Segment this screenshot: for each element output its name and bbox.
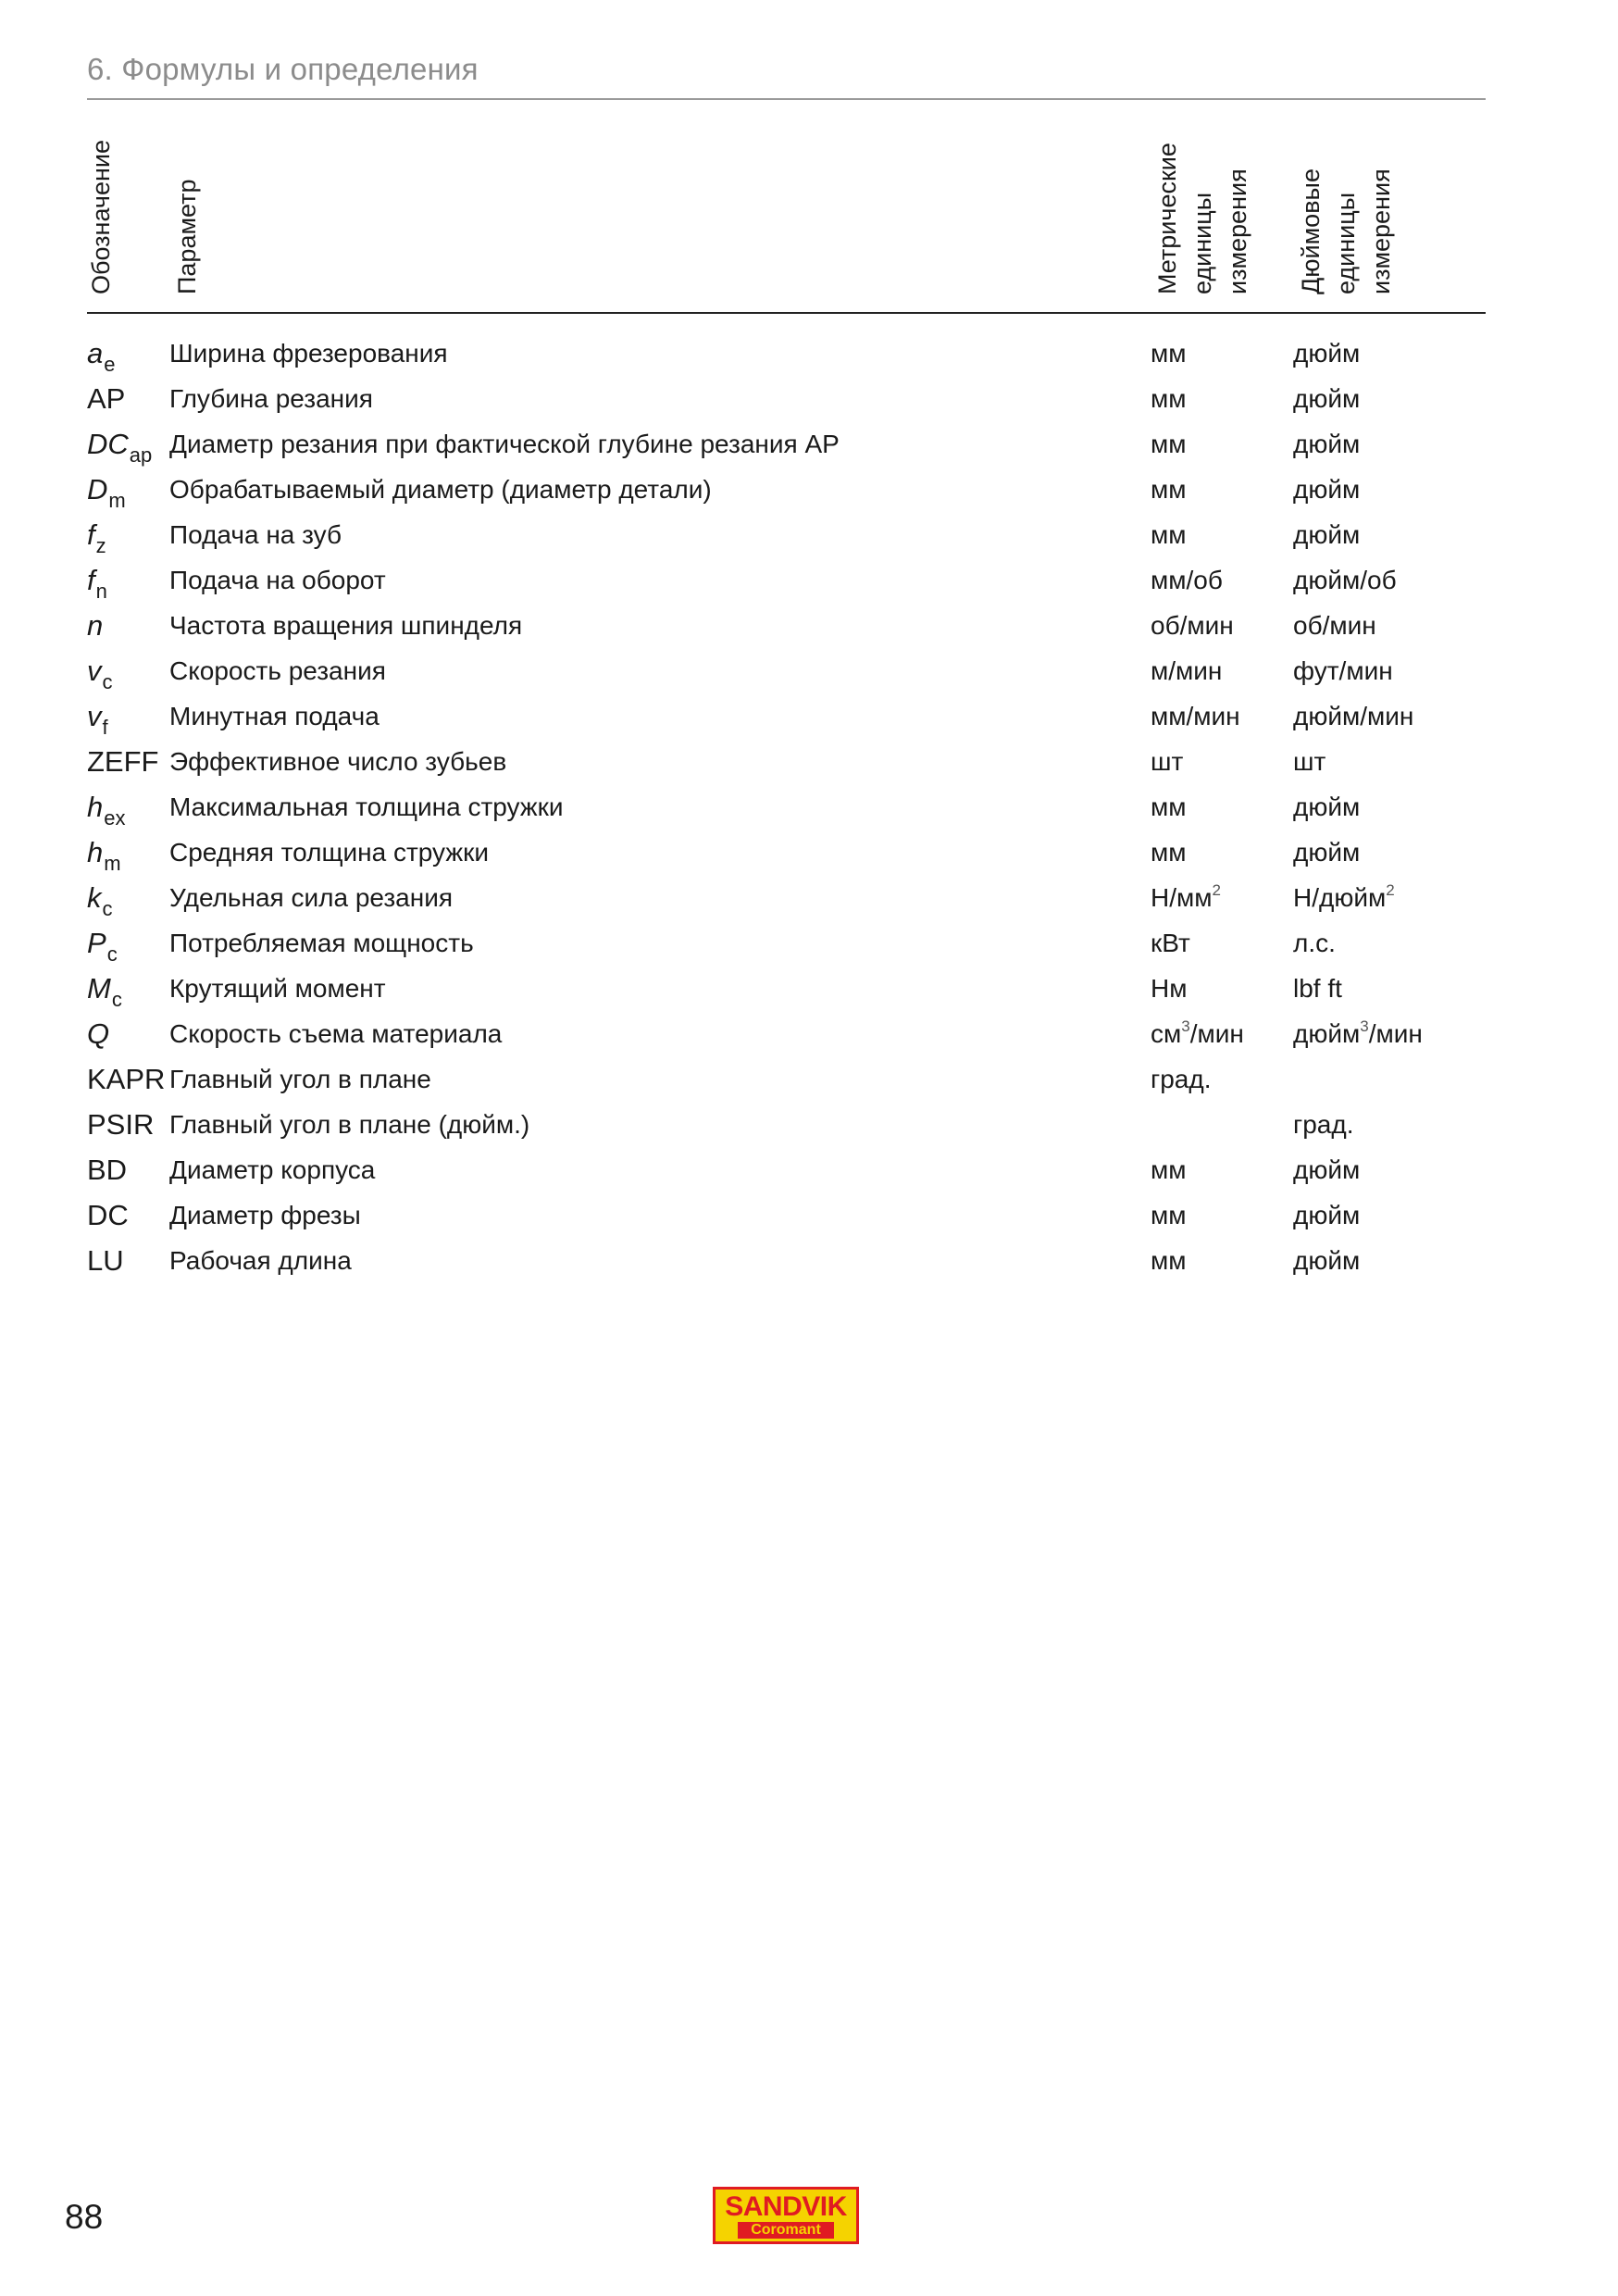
page-number: 88 bbox=[65, 2198, 104, 2236]
metric-unit-cell bbox=[1151, 698, 1240, 735]
symbol-cell bbox=[87, 743, 159, 780]
symbol-text: PSIR bbox=[87, 1108, 155, 1141]
table-row bbox=[0, 743, 1618, 789]
metric-unit-cell bbox=[1151, 1016, 1244, 1056]
table-row bbox=[0, 1197, 1618, 1242]
parameter-cell: Диаметр резания при фактической глубине резания AP bbox=[169, 430, 840, 458]
symbol-cell bbox=[87, 471, 126, 511]
parameter-cell: Ширина фрезерования bbox=[169, 339, 448, 368]
metric-unit-cell bbox=[1151, 1061, 1211, 1098]
symbol-text: k bbox=[87, 881, 102, 914]
symbol-cell bbox=[87, 381, 125, 418]
symbol-text: f bbox=[87, 564, 95, 596]
parameter-cell: Потребляемая мощность bbox=[169, 929, 474, 957]
unit-text: дюйм bbox=[1293, 1246, 1361, 1275]
unit-text: дюйм bbox=[1293, 1019, 1361, 1048]
column-header-symbol-text: Обозначение bbox=[87, 140, 115, 294]
metric-unit-cell bbox=[1151, 925, 1190, 962]
symbol-text: DC bbox=[87, 1199, 129, 1231]
definitions-table bbox=[0, 335, 1618, 1288]
inch-unit-cell bbox=[1293, 1197, 1360, 1234]
parameter-cell: Подача на оборот bbox=[169, 566, 386, 594]
column-header-parameter-text: Параметр bbox=[173, 179, 201, 294]
column-header-metric-line: измерения bbox=[1224, 168, 1251, 294]
unit-text: фут/мин bbox=[1293, 656, 1393, 685]
unit-text: дюйм bbox=[1293, 838, 1361, 867]
parameter-cell: Скорость съема материала bbox=[169, 1019, 503, 1048]
table-row bbox=[0, 517, 1618, 562]
sandvik-coromant-logo bbox=[713, 2187, 859, 2244]
unit-exponent: 3 bbox=[1181, 1017, 1190, 1035]
section-title: 6. Формулы и определения bbox=[87, 52, 479, 86]
inch-unit-cell bbox=[1293, 381, 1360, 418]
symbol-subscript: ap bbox=[129, 443, 153, 467]
unit-text: мм bbox=[1151, 384, 1187, 413]
unit-text: дюйм bbox=[1293, 1201, 1361, 1229]
column-header-metric-line: единицы bbox=[1189, 192, 1216, 294]
metric-unit-cell bbox=[1151, 880, 1221, 920]
parameter-cell: Частота вращения шпинделя bbox=[169, 611, 523, 640]
parameter-cell: Максимальная толщина стружки bbox=[169, 792, 564, 821]
table-row bbox=[0, 834, 1618, 880]
inch-unit-cell bbox=[1293, 1106, 1353, 1143]
metric-unit-cell bbox=[1151, 653, 1222, 690]
unit-suffix: /мин bbox=[1189, 1019, 1244, 1048]
table-row bbox=[0, 607, 1618, 653]
symbol-cell bbox=[87, 880, 113, 919]
symbol-cell bbox=[87, 426, 152, 466]
table-row bbox=[0, 698, 1618, 743]
parameter-cell: Глубина резания bbox=[169, 384, 373, 413]
symbol-text: v bbox=[87, 700, 102, 732]
table-header-divider bbox=[87, 312, 1486, 314]
table-row bbox=[0, 789, 1618, 834]
parameter-cell: Удельная сила резания bbox=[169, 883, 454, 912]
inch-unit-cell bbox=[1293, 562, 1397, 599]
symbol-cell bbox=[87, 562, 107, 602]
unit-text: град. bbox=[1293, 1110, 1354, 1139]
unit-text: дюйм bbox=[1293, 475, 1361, 504]
unit-text: мм bbox=[1151, 1201, 1187, 1229]
unit-text: дюйм/об bbox=[1293, 566, 1397, 594]
logo-subtitle: Coromant bbox=[738, 2222, 834, 2239]
metric-unit-cell bbox=[1151, 1197, 1187, 1234]
parameter-cell: Диаметр корпуса bbox=[169, 1155, 376, 1184]
unit-text: кВт bbox=[1151, 929, 1190, 957]
metric-unit-cell bbox=[1151, 426, 1187, 463]
unit-text: об/мин bbox=[1293, 611, 1376, 640]
inch-unit-cell bbox=[1293, 653, 1393, 690]
unit-text: м/мин bbox=[1151, 656, 1223, 685]
table-row bbox=[0, 880, 1618, 925]
symbol-subscript: e bbox=[104, 353, 116, 376]
unit-text: см bbox=[1151, 1019, 1182, 1048]
symbol-subscript: m bbox=[108, 489, 126, 512]
column-header-inch-units bbox=[1293, 111, 1399, 294]
unit-text: Нм bbox=[1151, 974, 1188, 1003]
unit-text: мм bbox=[1151, 520, 1187, 549]
symbol-cell bbox=[87, 789, 126, 829]
table-row bbox=[0, 335, 1618, 381]
unit-text: об/мин bbox=[1151, 611, 1234, 640]
symbol-text: n bbox=[87, 609, 104, 642]
symbol-text: D bbox=[87, 473, 108, 505]
symbol-cell bbox=[87, 335, 116, 375]
inch-unit-cell bbox=[1293, 970, 1342, 1007]
symbol-cell bbox=[87, 607, 103, 644]
symbol-cell bbox=[87, 1152, 127, 1189]
metric-unit-cell bbox=[1151, 335, 1187, 372]
metric-unit-cell bbox=[1151, 1152, 1187, 1189]
table-row bbox=[0, 1152, 1618, 1197]
unit-text: дюйм bbox=[1293, 520, 1361, 549]
inch-unit-cell bbox=[1293, 925, 1336, 962]
column-header-inch-line: единицы bbox=[1332, 192, 1360, 294]
parameter-cell: Минутная подача bbox=[169, 702, 380, 730]
symbol-cell bbox=[87, 1106, 154, 1143]
logo-wordmark: SANDVIK bbox=[725, 2190, 847, 2222]
symbol-cell bbox=[87, 1016, 109, 1053]
symbol-text: BD bbox=[87, 1154, 128, 1186]
symbol-text: DC bbox=[87, 428, 129, 460]
unit-text: мм bbox=[1151, 1246, 1187, 1275]
unit-text: мм bbox=[1151, 339, 1187, 368]
inch-unit-cell bbox=[1293, 698, 1413, 735]
table-row bbox=[0, 1106, 1618, 1152]
unit-text: мм bbox=[1151, 1155, 1187, 1184]
metric-unit-cell bbox=[1151, 970, 1187, 1007]
table-row bbox=[0, 970, 1618, 1016]
unit-text: дюйм bbox=[1293, 339, 1361, 368]
table-row bbox=[0, 1016, 1618, 1061]
header-divider bbox=[87, 98, 1486, 100]
inch-unit-cell bbox=[1293, 1242, 1360, 1279]
symbol-cell bbox=[87, 834, 121, 874]
symbol-text: v bbox=[87, 655, 102, 687]
symbol-text: LU bbox=[87, 1244, 124, 1277]
symbol-cell bbox=[87, 1061, 165, 1098]
parameter-cell: Диаметр фрезы bbox=[169, 1201, 361, 1229]
symbol-text: KAPR bbox=[87, 1063, 166, 1095]
column-header-parameter bbox=[169, 111, 205, 294]
symbol-subscript: c bbox=[102, 897, 113, 920]
parameter-cell: Средняя толщина стружки bbox=[169, 838, 489, 867]
unit-text: дюйм bbox=[1293, 1155, 1361, 1184]
table-row bbox=[0, 381, 1618, 426]
unit-text: град. bbox=[1151, 1065, 1212, 1093]
table-row bbox=[0, 1061, 1618, 1106]
unit-text: мм bbox=[1151, 792, 1187, 821]
symbol-text: h bbox=[87, 791, 104, 823]
parameter-cell: Подача на зуб bbox=[169, 520, 342, 549]
metric-unit-cell bbox=[1151, 562, 1223, 599]
unit-text: мм bbox=[1151, 838, 1187, 867]
inch-unit-cell bbox=[1293, 743, 1326, 780]
symbol-subscript: ex bbox=[104, 806, 126, 830]
symbol-subscript: c bbox=[102, 670, 113, 693]
parameter-cell: Главный угол в плане bbox=[169, 1065, 431, 1093]
unit-text: дюйм bbox=[1293, 384, 1361, 413]
unit-text: мм bbox=[1151, 430, 1187, 458]
symbol-cell bbox=[87, 653, 113, 693]
metric-unit-cell bbox=[1151, 607, 1234, 644]
metric-unit-cell bbox=[1151, 1242, 1187, 1279]
symbol-text: M bbox=[87, 972, 111, 1004]
unit-exponent: 2 bbox=[1212, 881, 1221, 899]
column-header-metric-units bbox=[1150, 111, 1255, 294]
unit-exponent: 3 bbox=[1360, 1017, 1369, 1035]
table-row bbox=[0, 562, 1618, 607]
parameter-cell: Крутящий момент bbox=[169, 974, 386, 1003]
inch-unit-cell bbox=[1293, 1016, 1423, 1056]
unit-text: lbf ft bbox=[1293, 974, 1342, 1003]
metric-unit-cell bbox=[1151, 381, 1187, 418]
symbol-subscript: c bbox=[111, 988, 122, 1011]
symbol-text: Q bbox=[87, 1017, 110, 1050]
unit-exponent: 2 bbox=[1386, 881, 1395, 899]
unit-suffix: /мин bbox=[1368, 1019, 1423, 1048]
symbol-subscript: n bbox=[95, 580, 107, 603]
symbol-cell bbox=[87, 698, 108, 738]
symbol-subscript: m bbox=[104, 852, 121, 875]
inch-unit-cell bbox=[1293, 1152, 1360, 1189]
table-row bbox=[0, 426, 1618, 471]
parameter-cell: Обрабатываемый диаметр (диаметр детали) bbox=[169, 475, 712, 504]
inch-unit-cell bbox=[1293, 471, 1360, 508]
table-row bbox=[0, 653, 1618, 698]
metric-unit-cell bbox=[1151, 743, 1183, 780]
parameter-cell: Главный угол в плане (дюйм.) bbox=[169, 1110, 530, 1139]
symbol-subscript: f bbox=[102, 716, 108, 739]
inch-unit-cell bbox=[1293, 607, 1376, 644]
parameter-cell: Скорость резания bbox=[169, 656, 386, 685]
symbol-subscript: c bbox=[106, 942, 118, 966]
unit-text: дюйм/мин bbox=[1293, 702, 1414, 730]
unit-text: мм bbox=[1151, 475, 1187, 504]
inch-unit-cell bbox=[1293, 789, 1360, 826]
inch-unit-cell bbox=[1293, 335, 1360, 372]
inch-unit-cell bbox=[1293, 834, 1360, 871]
symbol-cell bbox=[87, 925, 118, 965]
symbol-subscript: z bbox=[95, 534, 106, 557]
symbol-text: h bbox=[87, 836, 104, 868]
unit-text: Н/дюйм bbox=[1293, 883, 1387, 912]
metric-unit-cell bbox=[1151, 834, 1187, 871]
unit-text: дюйм bbox=[1293, 430, 1361, 458]
symbol-text: ZEFF bbox=[87, 745, 159, 778]
unit-text: мм/мин bbox=[1151, 702, 1240, 730]
parameter-cell: Эффективное число зубьев bbox=[169, 747, 507, 776]
metric-unit-cell bbox=[1151, 517, 1187, 554]
unit-text: шт bbox=[1151, 747, 1184, 776]
symbol-text: a bbox=[87, 337, 104, 369]
symbol-text: AP bbox=[87, 382, 126, 415]
symbol-text: P bbox=[87, 927, 106, 959]
symbol-text: f bbox=[87, 518, 95, 551]
symbol-cell bbox=[87, 1197, 129, 1234]
table-row bbox=[0, 471, 1618, 517]
table-row bbox=[0, 925, 1618, 970]
column-header-symbol bbox=[83, 111, 118, 294]
column-header-inch-line: измерения bbox=[1367, 168, 1395, 294]
table-row bbox=[0, 1242, 1618, 1288]
symbol-cell bbox=[87, 1242, 124, 1279]
inch-unit-cell bbox=[1293, 517, 1360, 554]
unit-text: Н/мм bbox=[1151, 883, 1213, 912]
metric-unit-cell bbox=[1151, 789, 1187, 826]
unit-text: дюйм bbox=[1293, 792, 1361, 821]
column-header-inch-line: Дюймовые bbox=[1297, 168, 1325, 294]
unit-text: л.с. bbox=[1293, 929, 1336, 957]
unit-text: шт bbox=[1293, 747, 1326, 776]
symbol-cell bbox=[87, 970, 122, 1010]
unit-text: мм/об bbox=[1151, 566, 1223, 594]
inch-unit-cell bbox=[1293, 880, 1395, 920]
parameter-cell: Рабочая длина bbox=[169, 1246, 352, 1275]
inch-unit-cell bbox=[1293, 426, 1360, 463]
metric-unit-cell bbox=[1151, 471, 1187, 508]
symbol-cell bbox=[87, 517, 106, 556]
column-header-metric-line: Метрические bbox=[1153, 143, 1181, 294]
